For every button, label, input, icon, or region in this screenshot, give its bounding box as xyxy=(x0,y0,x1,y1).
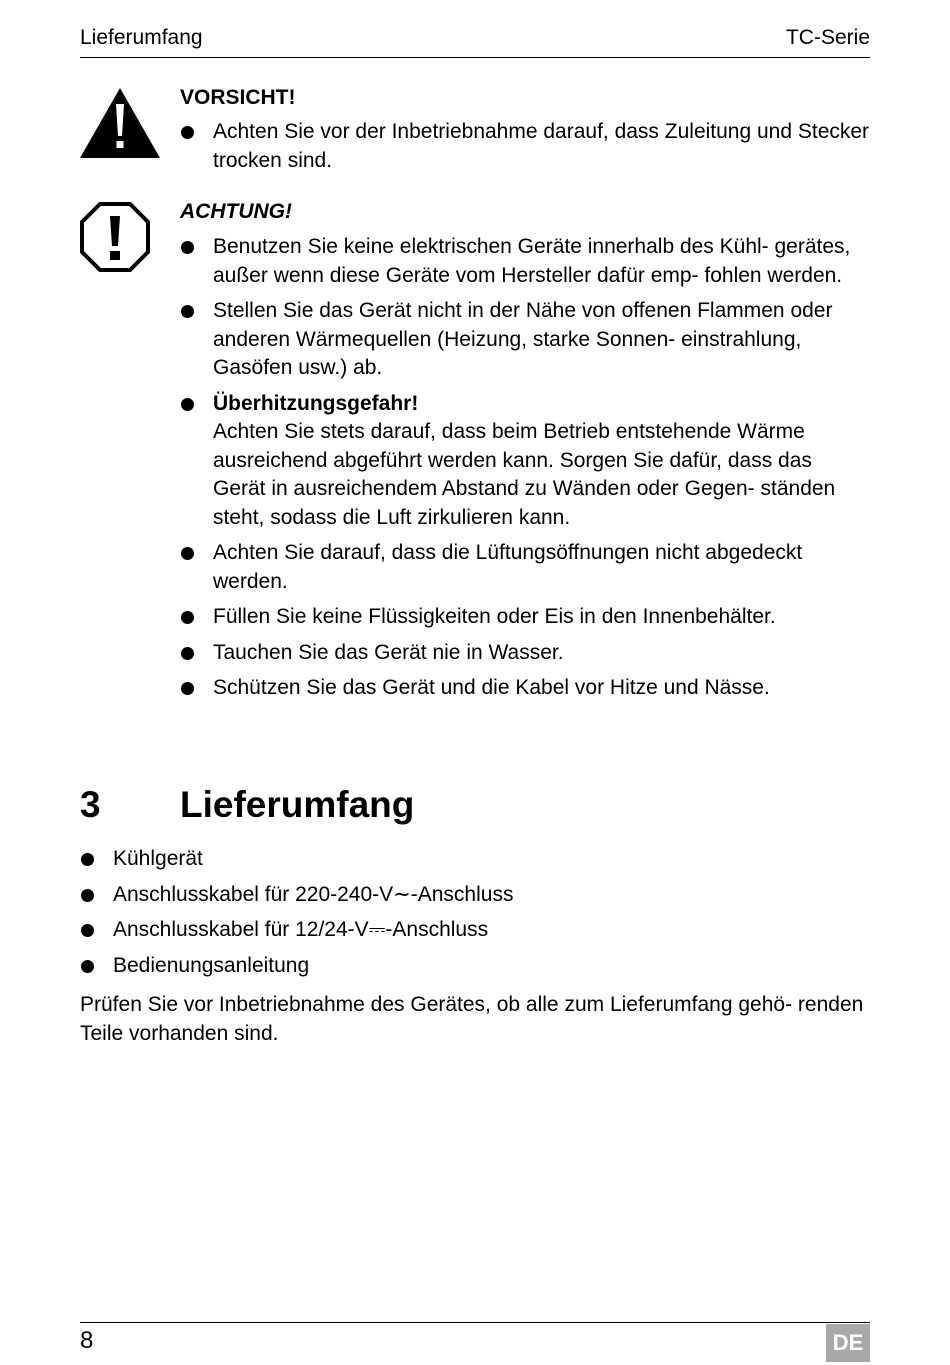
footer-divider xyxy=(80,1322,870,1323)
list-item xyxy=(180,390,870,533)
caution-list xyxy=(180,118,870,175)
list-item xyxy=(80,916,870,945)
list-item-text: Stellen Sie das Gerät nicht in der Nähe von offenen Flammen oder anderen Wärmequellen (Heizung, starke Sonnen- einstrahlung, Gasöfen usw.) ab. xyxy=(213,299,833,379)
caution-block xyxy=(180,84,870,175)
list-item-text: Achten Sie vor der Inbetriebnahme darauf, dass Zuleitung und Stecker trocken sind. xyxy=(213,120,870,172)
language-badge: DE xyxy=(826,1324,870,1362)
bullet-dot-icon xyxy=(181,305,194,318)
delivery-list xyxy=(80,838,870,980)
notice-block xyxy=(180,198,870,703)
bullet-dot-icon xyxy=(181,647,194,660)
octagon-exclamation-icon xyxy=(80,202,150,272)
list-item-text: Tauchen Sie das Gerät nie in Wasser. xyxy=(213,640,564,664)
list-item-text: Füllen Sie keine Flüssigkeiten oder Eis in den Innenbehälter. xyxy=(213,605,776,628)
bullet-dot-icon xyxy=(181,611,194,624)
header-series-name: TC-Serie xyxy=(785,26,870,49)
list-item xyxy=(80,845,870,874)
bullet-dot-icon xyxy=(181,241,194,254)
list-item xyxy=(180,539,870,596)
warning-triangle-icon xyxy=(80,88,160,158)
list-item-text: Achten Sie darauf, dass die Lüftungsöffnungen nicht abgedeckt werden. xyxy=(213,541,803,593)
list-item xyxy=(180,674,870,703)
caution-label: VORSICHT! xyxy=(180,86,296,109)
bullet-dot-icon xyxy=(81,889,94,902)
bullet-dot-icon xyxy=(81,960,94,973)
list-item xyxy=(80,952,870,981)
notice-label: ACHTUNG! xyxy=(180,200,292,223)
page-number: 8 xyxy=(80,1327,94,1354)
bullet-dot-icon xyxy=(181,547,194,560)
list-item-text: Schützen Sie das Gerät und die Kabel vor Hitze und Nässe. xyxy=(213,676,770,699)
list-item xyxy=(80,881,870,910)
bullet-dot-icon xyxy=(181,682,194,695)
bullet-dot-icon xyxy=(181,126,194,139)
list-item-text: Kühlgerät xyxy=(113,847,203,870)
overheat-text: Achten Sie stets darauf, dass beim Betrieb entstehende Wärme ausreichend abgeführt werden kann. Sorgen Sie dafür, dass das Gerät in ausreichendem Abstand zu Wänden oder Gegen- ständen steht, sodass die Luft zirkulieren kann. xyxy=(213,420,836,529)
header-section-title: Lieferumfang xyxy=(80,26,203,49)
list-item xyxy=(180,639,870,668)
bullet-dot-icon xyxy=(181,398,194,411)
list-item xyxy=(180,603,870,632)
delivery-check-paragraph: Prüfen Sie vor Inbetriebnahme des Gerätes, ob alle zum Lieferumfang gehö- renden Teile vorhanden sind. xyxy=(80,993,864,1045)
overheat-title: Überhitzungsgefahr! xyxy=(213,391,419,415)
list-item xyxy=(180,233,870,290)
list-item-text: Bedienungsanleitung xyxy=(113,953,310,977)
page-header xyxy=(80,26,870,58)
section-number: 3 xyxy=(80,784,101,825)
section-heading xyxy=(80,780,870,830)
list-item-text: Benutzen Sie keine elektrischen Geräte innerhalb des Kühl- gerätes, außer wenn diese Geräte vom Hersteller dafür emp- fohlen werden. xyxy=(213,235,851,287)
list-item-text: Anschlusskabel für 12/24-V⎓-Anschluss xyxy=(113,918,489,941)
bullet-dot-icon xyxy=(81,853,94,866)
bullet-dot-icon xyxy=(81,924,94,937)
list-item xyxy=(180,118,870,175)
list-item-text: Anschlusskabel für 220-240-V∼-Anschluss xyxy=(113,882,514,906)
section-title: Lieferumfang xyxy=(180,784,415,825)
list-item xyxy=(180,297,870,383)
notice-list xyxy=(180,233,870,703)
